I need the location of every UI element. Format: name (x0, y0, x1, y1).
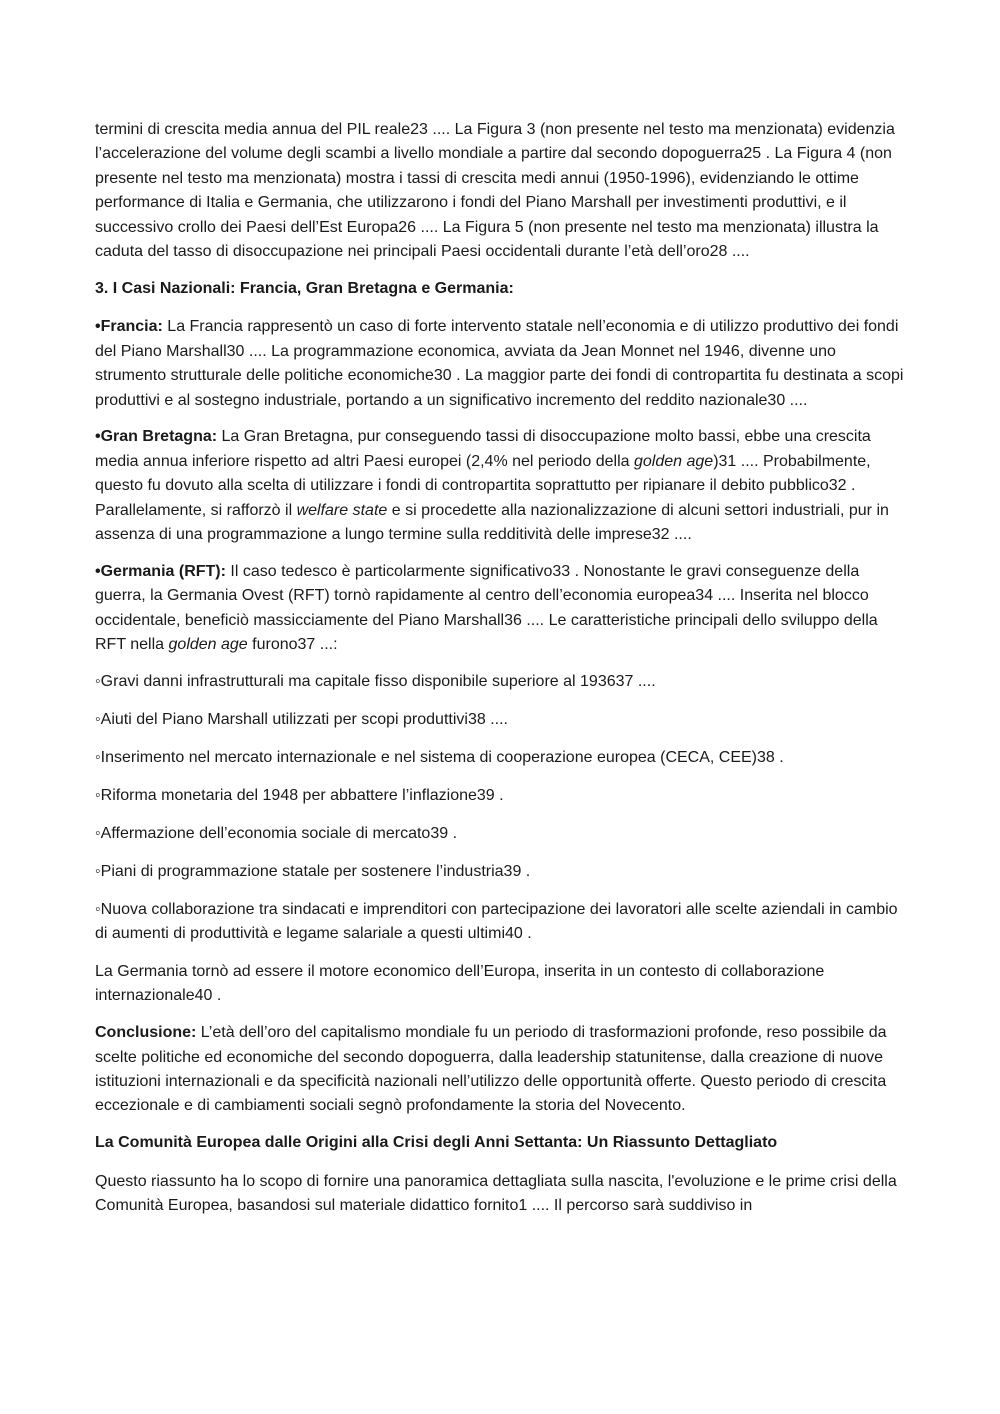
text-germania-1: Il caso tedesco è particolarmente significativo33 . Nonostante le gravi conseguenze della guerra, la Germania Ovest (RFT) tornò rapidamente al centro dell’economia europea34 .... Inserita nel blocco occidentale, beneficiò massicciamente del Piano Marshall36 .... Le caratteristiche principali dello sviluppo della RFT nella (95, 563, 878, 654)
label-germania: •Germania (RFT): (95, 563, 226, 580)
list-item: ◦Gravi danni infrastrutturali ma capitale fisso disponibile superiore al 193637 .... (95, 673, 656, 691)
list-item: ◦Aiuti del Piano Marshall utilizzati per scopi produttivi38 .... (95, 711, 508, 729)
list-item: ◦Affermazione dell’economia sociale di mercato39 . (95, 824, 458, 842)
text-conclusione: L’età dell’oro del capitalismo mondiale fu un periodo di trasformazioni profonde, reso possibile da scelte politiche ed economiche del secondo dopoguerra, dalla leadership statunitense, dalla creazione di nuove istituzioni internazionali e da specificità nazionali nell’utilizzo delle opportunità offerte. Questo periodo di crescita eccezionale e di cambiamenti sociali segnò profondamente la storia del Novecento. (95, 1024, 887, 1115)
text-gb-3: e si procedette alla nazionalizzazione di alcuni settori industriali, pur in assenza di una programmazione a lungo termine sulla redditività delle imprese32 .... (95, 501, 889, 544)
text-germania-2: furono37 ...: (247, 636, 338, 654)
intro-paragraph: termini di crescita media annua del PIL reale23 .... La Figura 3 (non presente nel testo ma menzionata) evidenzia l’accelerazione del volume degli scambi a livello mondiale a partire dal secondo dopoguerra25 . La Figura 4 (non presente nel testo ma menzionata) mostra i tassi di crescita medi annui (1950-1996), evidenziando le ottime performance di Italia e Germania, che utilizzarono i fondi del Piano Marshall per investimenti produttivi, e il successivo crollo dei Paesi dell’Est Europa26 .... La Figura 5 (non presente nel testo ma menzionata) illustra la caduta del tasso di disoccupazione nei principali Paesi occidentali durante l’età dell’oro28 .... (95, 121, 895, 261)
paragraph-francia (95, 315, 904, 413)
next-section-heading: La Comunità Europea dalle Origini alla Crisi degli Anni Settanta: Un Riassunto Dettagliato (95, 1134, 778, 1152)
emphasis-welfare-state: welfare state (296, 501, 388, 519)
paragraph-gran-bretagna (95, 425, 904, 547)
emphasis-golden-age: golden age (168, 636, 248, 654)
label-conclusione: Conclusione: (95, 1024, 197, 1042)
emphasis-golden-age: golden age (634, 452, 714, 470)
paragraph-conclusione (95, 1021, 904, 1119)
label-francia: •Francia: (95, 318, 163, 336)
text-gb-1: La Gran Bretagna, pur conseguendo tassi di disoccupazione molto bassi, ebbe una crescita media annua inferiore rispetto ad altri Paesi europei (2,4% nel periodo della (95, 428, 871, 470)
list-item: ◦Riforma monetaria del 1948 per abbattere l’inflazione39 . (95, 786, 504, 804)
label-gran-bretagna: •Gran Bretagna: (95, 428, 218, 446)
text-gb-2: )31 .... Probabilmente, questo fu dovuto alla scelta di utilizzare i fondi di contropartita soprattutto per ripianare il debito pubblico32 . Parallelamente, si rafforzò il (95, 452, 871, 519)
next-section-paragraph: Questo riassunto ha lo scopo di fornire una panoramica dettagliata sulla nascita, l'evoluzione e le prime crisi della Comunità Europea, basandosi sul materiale didattico fornito1 .... Il percorso sarà suddiviso in (95, 1172, 897, 1215)
list-item: ◦Nuova collaborazione tra sindacati e imprenditori con partecipazione dei lavoratori alle scelte aziendali in cambio di aumenti di produttività e legame salariale a questi ultimi40 . (95, 900, 898, 942)
section-heading: 3. I Casi Nazionali: Francia, Gran Bretagna e Germania: (95, 279, 514, 297)
paragraph-germania (95, 560, 904, 658)
germania-summary: La Germania tornò ad essere il motore economico dell’Europa, inserita in un contesto di collaborazione internazionale40 . (95, 962, 825, 1005)
text-francia: La Francia rappresentò un caso di forte intervento statale nell’economia e di utilizzo produttivo dei fondi del Piano Marshall30 .... La programmazione economica, avviata da Jean Monnet nel 1946, divenne uno strumento strutturale delle politiche economiche30 . La maggior parte dei fondi di contropartita fu destinata a scopi produttivi e al sostegno industriale, portando a un significativo incremento del reddito nazionale30 .... (95, 318, 904, 409)
list-item: ◦Inserimento nel mercato internazionale e nel sistema di cooperazione europea (CECA, CEE)38 . (95, 748, 784, 766)
list-item: ◦Piani di programmazione statale per sostenere l’industria39 . (95, 862, 531, 880)
